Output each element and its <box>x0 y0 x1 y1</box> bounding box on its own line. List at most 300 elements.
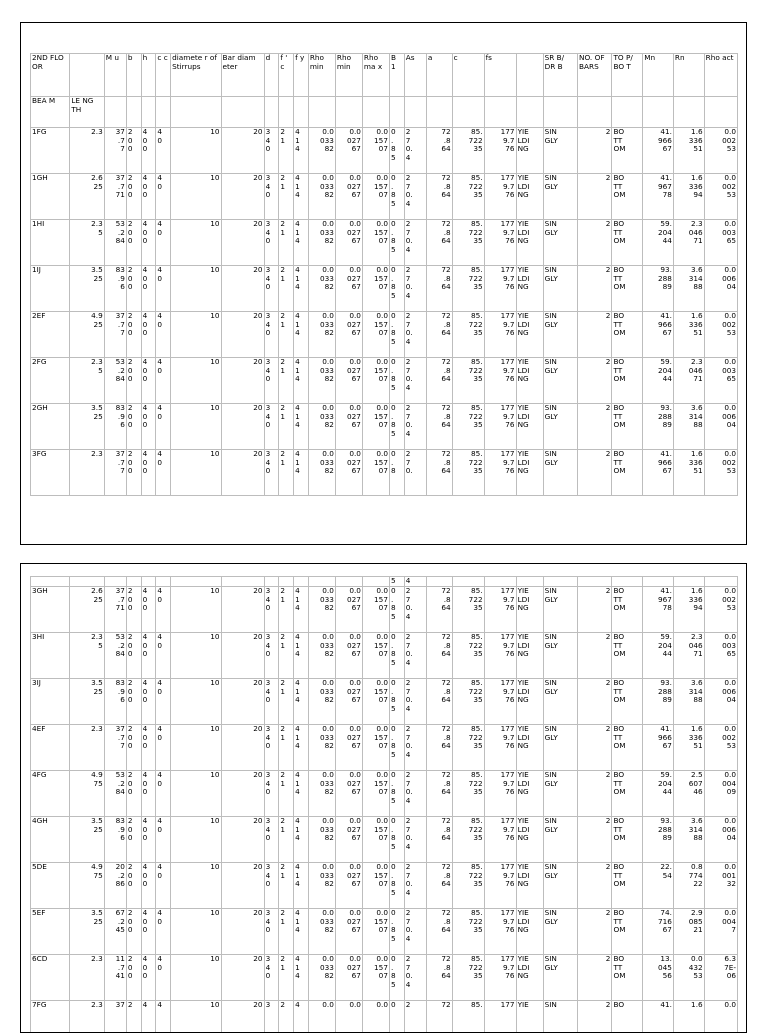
table-cell: BO TT OM <box>612 312 643 358</box>
table-cell: 0.0 004 7 <box>704 909 737 955</box>
table-cell: 2.9 085 21 <box>673 909 704 955</box>
table-cell: 13. 045 56 <box>643 955 674 1001</box>
table-cell: 0.0 027 67 <box>335 128 362 174</box>
table-cell: 3.5 25 <box>70 404 104 450</box>
table-cell: 3 4 0 <box>264 817 279 863</box>
table-cell: 4 0 <box>156 863 171 909</box>
table-cell <box>516 97 543 128</box>
table-cell: 10 <box>171 955 221 1001</box>
table-cell: BO TT OM <box>612 679 643 725</box>
table-cell: BO TT OM <box>612 450 643 496</box>
table-cell: 4 1 4 <box>294 587 309 633</box>
table-row-fragment <box>31 577 738 587</box>
table-cell: 72 .8 64 <box>426 817 452 863</box>
table-cell: SIN GLY <box>543 679 577 725</box>
table-cell: YIE LDI NG <box>516 174 543 220</box>
table-cell: 22. 54 <box>643 863 674 909</box>
table-cell: 10 <box>171 1001 221 1033</box>
table-cell: 0.0 003 65 <box>704 358 737 404</box>
table-cell: 2 1 <box>279 220 294 266</box>
table-cell: 0.0 027 67 <box>335 312 362 358</box>
table-cell: 2 0 0 <box>126 174 141 220</box>
table-cell: 72 .8 64 <box>426 312 452 358</box>
table-cell: B 1 <box>389 54 404 97</box>
table-cell: 20 <box>221 863 264 909</box>
table-cell: 4 <box>404 577 426 587</box>
table-cell: 2 <box>578 679 612 725</box>
table-cell: 4 1 4 <box>294 266 309 312</box>
table-cell: 20 <box>221 450 264 496</box>
table-cell: 2 <box>578 358 612 404</box>
table-cell <box>308 577 335 587</box>
table-cell: YIE LDI NG <box>516 220 543 266</box>
table-cell: YIE LDI NG <box>516 909 543 955</box>
table-cell: YIE LDI NG <box>516 955 543 1001</box>
table-cell <box>484 577 516 587</box>
table-cell: 10 <box>171 587 221 633</box>
table-cell: 3 4 0 <box>264 174 279 220</box>
table-cell: 0.0 157 07 <box>362 587 389 633</box>
table-cell: 4 1 4 <box>294 679 309 725</box>
table-cell: 2 7 0. 4 <box>404 817 426 863</box>
table-container <box>30 53 737 496</box>
table-cell: NO. OF BARS <box>578 54 612 97</box>
table-cell: 177 9.7 76 <box>484 909 516 955</box>
table-cell: 2 1 <box>279 404 294 450</box>
table-cell: 4 0 0 <box>141 220 156 266</box>
table-cell <box>578 577 612 587</box>
table-cell: 72 .8 64 <box>426 128 452 174</box>
table-cell: 53 .2 84 <box>104 771 126 817</box>
table-cell <box>31 577 70 587</box>
table-cell: 0.0 003 65 <box>704 220 737 266</box>
table-cell: 20 <box>221 955 264 1001</box>
table-cell: 72 .8 64 <box>426 450 452 496</box>
table-cell: 2 <box>578 128 612 174</box>
table-cell: 20 <box>221 587 264 633</box>
table-cell: 0.0 033 82 <box>308 174 335 220</box>
table-cell: 4 1 4 <box>294 358 309 404</box>
table-cell: SIN GLY <box>543 909 577 955</box>
table-cell: 10 <box>171 128 221 174</box>
table-cell: 2 <box>578 863 612 909</box>
table-cell: 0.0 002 53 <box>704 450 737 496</box>
table-cell: h <box>141 54 156 97</box>
table-cell: 0 . 8 <box>389 450 404 496</box>
table-cell: 85. 722 35 <box>452 266 484 312</box>
table-cell: 41. 966 67 <box>643 450 674 496</box>
table-cell: 20 <box>221 312 264 358</box>
table-cell: 4 1 4 <box>294 128 309 174</box>
table-cell: 3 4 0 <box>264 266 279 312</box>
table-cell <box>156 97 171 128</box>
table-cell: BO <box>612 1001 643 1033</box>
table-cell: 0.0 033 82 <box>308 863 335 909</box>
table-cell: BO TT OM <box>612 909 643 955</box>
table-cell: 2 7 0. 4 <box>404 725 426 771</box>
table-cell: 41. 966 67 <box>643 725 674 771</box>
table-cell: 3 4 0 <box>264 128 279 174</box>
table-row <box>31 725 738 771</box>
table-cell: BO TT OM <box>612 404 643 450</box>
table-cell: 4 0 <box>156 128 171 174</box>
table-cell: As <box>404 54 426 97</box>
table-cell: 0.0 <box>308 1001 335 1033</box>
table-cell: 4 0 <box>156 312 171 358</box>
table-cell: 2 7 0. 4 <box>404 587 426 633</box>
table-cell: 0.0 157 07 <box>362 312 389 358</box>
table-cell: 2 1 <box>279 312 294 358</box>
table-cell: BO TT OM <box>612 725 643 771</box>
table-cell: 20 <box>221 771 264 817</box>
table-cell: 72 .8 64 <box>426 266 452 312</box>
table-cell: 0.0 001 32 <box>704 863 737 909</box>
table-cell: 3.6 314 88 <box>673 266 704 312</box>
table-cell: 3.5 25 <box>70 679 104 725</box>
table-cell: 0.0 006 04 <box>704 817 737 863</box>
table-cell: 0.0 027 67 <box>335 587 362 633</box>
table-cell: 2 0 0 <box>126 358 141 404</box>
table-cell: SIN GLY <box>543 312 577 358</box>
table-cell: 4 0 0 <box>141 358 156 404</box>
table-cell: 10 <box>171 220 221 266</box>
table-cell <box>543 97 577 128</box>
table-cell: YIE LDI NG <box>516 128 543 174</box>
table-cell: 4 1 4 <box>294 955 309 1001</box>
table-cell: 0 . 8 5 <box>389 404 404 450</box>
table-cell: 177 9.7 76 <box>484 863 516 909</box>
table-cell: 0.0 033 82 <box>308 725 335 771</box>
table-cell: 2 1 <box>279 358 294 404</box>
table-cell: LE NG TH <box>70 97 104 128</box>
table-cell: 37 .7 7 <box>104 128 126 174</box>
table-cell: 0.0 027 67 <box>335 771 362 817</box>
table-cell: 177 9.7 76 <box>484 266 516 312</box>
table-cell: 2 <box>578 312 612 358</box>
table-cell: 2 7 0. 4 <box>404 633 426 679</box>
table-cell: 0.0 027 67 <box>335 404 362 450</box>
table-cell: 20 <box>221 266 264 312</box>
table-cell: 0.0 033 82 <box>308 955 335 1001</box>
table-row <box>31 771 738 817</box>
table-cell: 4 0 <box>156 955 171 1001</box>
table-cell: 3 4 0 <box>264 771 279 817</box>
table-cell: 0.0 <box>362 1001 389 1033</box>
table-cell: 41. <box>643 1001 674 1033</box>
table-cell: 83 .9 6 <box>104 817 126 863</box>
table-cell: 2 0 0 <box>126 771 141 817</box>
document-page-1 <box>20 22 747 545</box>
table-cell: 72 .8 64 <box>426 220 452 266</box>
table-cell: 11 .7 41 <box>104 955 126 1001</box>
table-cell: 4 0 0 <box>141 863 156 909</box>
table-cell: 0.0 003 65 <box>704 633 737 679</box>
table-cell: 4 0 <box>156 771 171 817</box>
table-cell: 85. 722 35 <box>452 312 484 358</box>
table-cell: 177 9.7 76 <box>484 404 516 450</box>
table-cell: 4 1 4 <box>294 404 309 450</box>
table-cell: 0.0 033 82 <box>308 450 335 496</box>
table-cell: 1.6 336 51 <box>673 128 704 174</box>
table-cell: 2 <box>404 1001 426 1033</box>
table-cell: SIN GLY <box>543 633 577 679</box>
table-cell <box>171 577 221 587</box>
table-cell: 177 9.7 76 <box>484 220 516 266</box>
table-cell: 4 1 4 <box>294 174 309 220</box>
table-cell: 2 0 0 <box>126 955 141 1001</box>
table-row <box>31 1001 738 1033</box>
table-cell: BO TT OM <box>612 266 643 312</box>
table-cell: 2 <box>578 174 612 220</box>
table-cell: 2 7 0. 4 <box>404 174 426 220</box>
table-cell: 2.3 <box>70 1001 104 1033</box>
table-cell: 20 <box>221 633 264 679</box>
table-cell: 0 . 8 5 <box>389 220 404 266</box>
table-cell: 2 0 0 <box>126 128 141 174</box>
table-cell: BO TT OM <box>612 220 643 266</box>
table-cell: 0.0 002 53 <box>704 174 737 220</box>
table-cell: 4 0 0 <box>141 312 156 358</box>
table-cell: 2 <box>578 220 612 266</box>
table-cell <box>104 97 126 128</box>
table-cell: 4 0 0 <box>141 587 156 633</box>
table-cell: 2 7 0. 4 <box>404 863 426 909</box>
table-cell: SR B/ DR B <box>543 54 577 97</box>
table-cell: 72 .8 64 <box>426 404 452 450</box>
table-cell <box>70 54 104 97</box>
table-cell: 4 1 4 <box>294 909 309 955</box>
table-cell: 20 <box>221 1001 264 1033</box>
table-subheader-row <box>31 97 738 128</box>
table-cell: 2 0 0 <box>126 679 141 725</box>
table-cell <box>126 97 141 128</box>
table-cell: 177 <box>484 1001 516 1033</box>
table-cell: 2.5 607 46 <box>673 771 704 817</box>
table-cell: Rho min <box>308 54 335 97</box>
table-cell: 85. <box>452 1001 484 1033</box>
table-cell: 0.0 027 67 <box>335 909 362 955</box>
table-cell: c c <box>156 54 171 97</box>
table-cell: 2 0 0 <box>126 404 141 450</box>
table-cell <box>308 97 335 128</box>
table-cell: 3.5 25 <box>70 909 104 955</box>
table-cell <box>704 577 737 587</box>
table-cell: 4 0 0 <box>141 725 156 771</box>
table-row <box>31 909 738 955</box>
table-cell: 4 1 4 <box>294 633 309 679</box>
table-cell: SIN GLY <box>543 266 577 312</box>
table-cell: 0.0 033 82 <box>308 312 335 358</box>
table-cell: 2 1 <box>279 633 294 679</box>
table-cell: 0.0 006 04 <box>704 679 737 725</box>
table-cell: 2 0 0 <box>126 587 141 633</box>
table-cell: 3 4 0 <box>264 312 279 358</box>
table-cell: 2 7 0. 4 <box>404 220 426 266</box>
table-cell: 3 4 0 <box>264 404 279 450</box>
table-cell: 0.0 027 67 <box>335 863 362 909</box>
table-cell <box>362 97 389 128</box>
table-cell: 93. 288 89 <box>643 679 674 725</box>
table-cell: YIE LDI NG <box>516 266 543 312</box>
table-cell: YIE <box>516 1001 543 1033</box>
table-cell: 85. 722 35 <box>452 404 484 450</box>
table-cell: 20 <box>221 174 264 220</box>
beam-design-table <box>30 53 738 496</box>
table-cell: 72 .8 64 <box>426 358 452 404</box>
table-cell: 3 4 0 <box>264 909 279 955</box>
table-cell: 3.6 314 88 <box>673 679 704 725</box>
table-cell: 2.3 046 71 <box>673 358 704 404</box>
table-cell: 1.6 336 94 <box>673 174 704 220</box>
table-cell: 2 1 <box>279 679 294 725</box>
table-cell: 0.0 027 67 <box>335 174 362 220</box>
table-cell: 0.0 027 67 <box>335 725 362 771</box>
table-cell: 0.0 157 07 <box>362 633 389 679</box>
table-cell: YIE LDI NG <box>516 404 543 450</box>
table-cell: 2 0 0 <box>126 312 141 358</box>
table-cell: 0 . 8 5 <box>389 863 404 909</box>
table-cell: 0.0 157 07 <box>362 817 389 863</box>
table-cell: 2 0 0 <box>126 220 141 266</box>
table-row <box>31 220 738 266</box>
table-cell: 10 <box>171 266 221 312</box>
table-cell: 5EF <box>31 909 70 955</box>
table-cell <box>126 577 141 587</box>
table-cell: 0.0 027 67 <box>335 358 362 404</box>
table-cell: 2.3 <box>70 128 104 174</box>
table-cell <box>404 97 426 128</box>
table-row <box>31 266 738 312</box>
table-cell <box>279 577 294 587</box>
table-cell: 0.8 774 22 <box>673 863 704 909</box>
table-cell <box>294 97 309 128</box>
table-cell: 0 . 8 5 <box>389 587 404 633</box>
table-cell: BO TT OM <box>612 771 643 817</box>
table-cell: 2 0 0 <box>126 633 141 679</box>
table-cell <box>141 97 156 128</box>
table-cell: 0.0 157 07 <box>362 450 389 496</box>
table-cell: 10 <box>171 404 221 450</box>
table-cell <box>156 577 171 587</box>
table-cell: 3 4 0 <box>264 633 279 679</box>
table-cell: 1.6 336 51 <box>673 725 704 771</box>
table-cell: Bar diam eter <box>221 54 264 97</box>
table-cell: 4 0 <box>156 174 171 220</box>
table-cell <box>673 577 704 587</box>
table-cell: 0.0 157 07 <box>362 725 389 771</box>
table-cell: 10 <box>171 312 221 358</box>
table-cell: 2.3 5 <box>70 220 104 266</box>
table-cell: 2 <box>578 909 612 955</box>
table-cell: 20 <box>221 128 264 174</box>
table-cell: 72 .8 64 <box>426 771 452 817</box>
table-cell: 4 0 0 <box>141 817 156 863</box>
table-cell: 0.0 006 04 <box>704 404 737 450</box>
table-cell: 4 0 <box>156 450 171 496</box>
table-cell: 2 1 <box>279 128 294 174</box>
table-cell: BO TT OM <box>612 587 643 633</box>
table-cell: 0 . 8 5 <box>389 725 404 771</box>
table-cell: 72 .8 64 <box>426 587 452 633</box>
table-row <box>31 358 738 404</box>
table-cell: SIN GLY <box>543 863 577 909</box>
table-cell: 4 0 <box>156 725 171 771</box>
table-row <box>31 587 738 633</box>
table-cell: 20 <box>221 358 264 404</box>
table-cell: 2EF <box>31 312 70 358</box>
table-cell: 85. 722 35 <box>452 450 484 496</box>
table-cell: 3 4 0 <box>264 358 279 404</box>
table-row <box>31 404 738 450</box>
table-cell: 85. 722 35 <box>452 863 484 909</box>
table-cell: 177 9.7 76 <box>484 450 516 496</box>
table-cell: 85. 722 35 <box>452 358 484 404</box>
table-cell: 2 <box>578 587 612 633</box>
table-cell: 0.0 002 53 <box>704 725 737 771</box>
table-cell: b <box>126 54 141 97</box>
table-cell: 59. 204 44 <box>643 633 674 679</box>
table-cell: 2 1 <box>279 174 294 220</box>
table-cell: 177 9.7 76 <box>484 358 516 404</box>
table-cell: 5 <box>389 577 404 587</box>
table-cell: 0.0 157 07 <box>362 771 389 817</box>
table-cell: SIN GLY <box>543 128 577 174</box>
table-cell: a <box>426 54 452 97</box>
table-cell: 0.0 033 82 <box>308 909 335 955</box>
table-cell: 41. 966 67 <box>643 128 674 174</box>
table-cell: 3 4 0 <box>264 679 279 725</box>
table-cell: SIN GLY <box>543 404 577 450</box>
table-cell: 4 0 0 <box>141 450 156 496</box>
table-cell: 177 9.7 76 <box>484 679 516 725</box>
table-cell: 4 0 0 <box>141 679 156 725</box>
table-cell: 4 0 <box>156 220 171 266</box>
table-cell: 2.3 <box>70 450 104 496</box>
table-cell <box>335 577 362 587</box>
table-cell: 0.0 033 82 <box>308 404 335 450</box>
table-cell: 2.3 046 71 <box>673 220 704 266</box>
table-cell: SIN GLY <box>543 174 577 220</box>
table-header-row <box>31 54 738 97</box>
table-cell: 4FG <box>31 771 70 817</box>
table-cell <box>70 577 104 587</box>
table-cell: 4GH <box>31 817 70 863</box>
table-cell: 2 0 0 <box>126 909 141 955</box>
table-cell: 85. 722 35 <box>452 725 484 771</box>
table-cell: 177 9.7 76 <box>484 817 516 863</box>
table-cell <box>264 577 279 587</box>
table-cell: 4 0 0 <box>141 128 156 174</box>
table-cell: 3GH <box>31 587 70 633</box>
table-cell <box>221 577 264 587</box>
table-cell: 85. 722 35 <box>452 909 484 955</box>
table-cell: 93. 288 89 <box>643 817 674 863</box>
table-cell: Mn <box>643 54 674 97</box>
table-cell: Rn <box>673 54 704 97</box>
table-cell: 74. 716 67 <box>643 909 674 955</box>
table-cell <box>426 97 452 128</box>
table-cell: 37 <box>104 1001 126 1033</box>
table-cell: YIE LDI NG <box>516 817 543 863</box>
table-cell <box>104 577 126 587</box>
table-cell: 41. 966 67 <box>643 312 674 358</box>
table-cell: 2ND FLO OR <box>31 54 70 97</box>
table-cell: BO TT OM <box>612 358 643 404</box>
table-cell: 6CD <box>31 955 70 1001</box>
table-cell: 0.0 027 67 <box>335 679 362 725</box>
table-cell: 37 .7 71 <box>104 174 126 220</box>
table-cell <box>516 54 543 97</box>
